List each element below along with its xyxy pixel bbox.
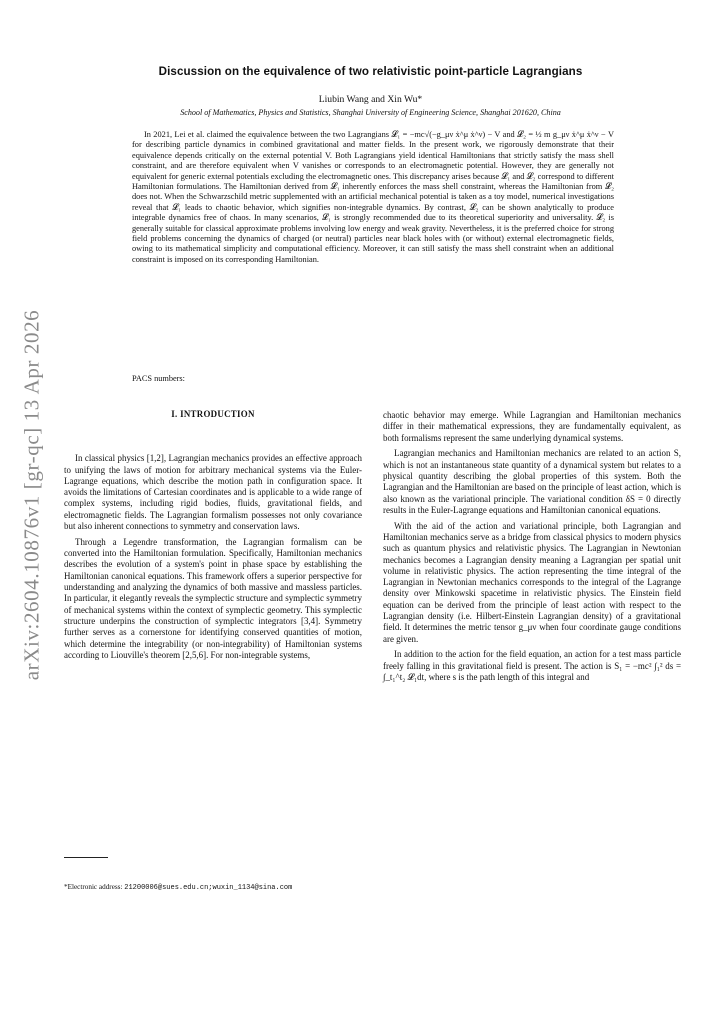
author-list: Liubin Wang and Xin Wu* [318, 94, 423, 105]
affiliation: School of Mathematics, Physics and Statistics, Shanghai University of Engineering Science, Shanghai 201620, China [180, 108, 561, 117]
footnote [64, 882, 374, 893]
paper-title: Discussion on the equivalence of two relativistic point-particle Lagrangians [158, 65, 583, 78]
arxiv-sidebar-stamp [12, 295, 52, 695]
arxiv-identifier: arXiv:2604.10876v1 [gr-qc] 13 Apr 2026 [19, 309, 44, 681]
paragraph: In addition to the action for the field equation, an action for a test mass particle freely falling in this gravitational field is present. The action is S₁ = −mc² ∫₁² ds = ∫_t₁^t₂ 𝓛₁dt, where s is the path length of this integral and [383, 649, 681, 683]
section-heading-introduction: I. INTRODUCTION [171, 409, 255, 419]
pacs-numbers: PACS numbers: [132, 374, 185, 383]
paragraph: With the aid of the action and variational principle, both Lagrangian and Hamiltonian mechanics serve as a bridge from classical physics to modern physics such as quantum physics and relativistic physics. The Lagrangian in Newtonian mechanics becomes a Lagrangian density meaning a Lagrangian per spatial unit volume in relativistic physics. The action representing the time integral of the Lagrangian in Newtonian mechanics corresponds to the integral of the Lagrange density over Minkowski spacetime in relativistic physics. The Einstein field equation can be derived from the principle of least action with respect to the Lagrangian density (i.e. Hilbert-Einstein Lagrangian density) of a gravitational field. It determines the metric tensor g_μν when four coordinate gauge conditions are given. [383, 520, 681, 644]
abstract-text: In 2021, Lei et al. claimed the equivalence between the two Lagrangians 𝓛₁ = −mc√(−g_μν ẋ^μ ẋ^ν) − V and 𝓛₂ = ½ m g_μν ẋ^μ ẋ^ν − V for describing particle dynamics in combined gravitational and matter fields. In the present work, we rigorously demonstrate that their equivalence depends critically on the external potential V. Both Lagrangians yield identical Hamiltonians that strictly satisfy the mass shell constraint, and are therefore equivalent when V vanishes or corresponds to an electromagnetic potential. However, they are generally not equivalent for generic external potentials excluding the electromagnetic ones. This discrepancy arises because 𝓛₁ and 𝓛₂ correspond to different Hamiltonian formulations. The Hamiltonian derived from 𝓛₁ inherently enforces the mass shell constraint, whereas the Hamiltonian from 𝓛₂ does not. When the Schwarzschild metric supplemented with an artificial mechanical potential is taken as a toy model, numerical investigations reveal that 𝓛₁ leads to chaotic behavior, which signifies non-integrable dynamics. By contrast, 𝓛₂ can be shown analytically to produce integrable dynamics free of chaos. In many scenarios, 𝓛₁ is strongly recommended due to its theoretical superiority and universality. 𝓛₂ is generally suitable for classical approximate problems involving low energy and weak gravity. Nevertheless, it is the preferred choice for strong field problems concerning the dynamics of charged (or neutral) particles near black holes with (or without) external electromagnetic fields, owing to its mathematical simplicity and computational efficiency. Moreover, it can still satisfy the mass shell constraint when an additional constraint is imposed on its corresponding Hamiltonian. [132, 130, 614, 264]
paragraph: In classical physics [1,2], Lagrangian mechanics provides an effective approach to unifying the laws of motion for arbitrary mechanical systems via the Euler-Lagrange equations, which describe the motion path in configuration space. It avoids the limitations of Cartesian coordinates and is applicable to a wide range of complex systems, including rigid bodies, fluids, gravitational fields, and electromagnetic fields. The Lagrangian formalism possesses not only covariance but also inherent connections to symmetry and conservation laws. [64, 453, 362, 532]
footnote-emails: 21200006@sues.edu.cn;wuxin_1134@sina.com [124, 884, 293, 892]
left-column [64, 409, 362, 666]
paragraph: Lagrangian mechanics and Hamiltonian mechanics are related to an action S, which is not an instantaneous state quantity of a dynamical system but relates to a physical quantity describing the global properties of this system. Both the Lagrangian and the Hamiltonian are based on the principle of least action, which is also known as the variational principle. The variational condition δS = 0 directly results in the Euler-Lagrange equations and Hamiltonian canonical equations. [383, 448, 681, 515]
footnote-label: *Electronic address: [64, 883, 123, 891]
right-column [383, 410, 681, 688]
abstract [132, 130, 614, 265]
paragraph: Through a Legendre transformation, the Lagrangian formalism can be converted into the Hamiltonian formulation. Specifically, Hamiltonian mechanics describes the evolution of a system's point in phase space by establishing the Hamiltonian canonical equations. This framework offers a superior perspective for understanding and analyzing the dynamics of both massive and massless particles. In particular, it elegantly reveals the symplectic structure and symplectic symmetry of mechanical systems within the context of symplectic geometry. This symplectic structure underpins the construction of symplectic integrators [3,4]. Symmetry further serves as a cornerstone for identifying conserved quantities of motion, which determine the integrability (or non-integrability) of Hamiltonian systems according to Liouville's theorem [2,5,6]. For non-integrable systems, [64, 536, 362, 660]
footnote-divider [64, 857, 108, 858]
paragraph: chaotic behavior may emerge. While Lagrangian and Hamiltonian mechanics differ in their mathematical expressions, they are fundamentally equivalent, as both formalisms represent the same underlying dynamical systems. [383, 410, 681, 443]
